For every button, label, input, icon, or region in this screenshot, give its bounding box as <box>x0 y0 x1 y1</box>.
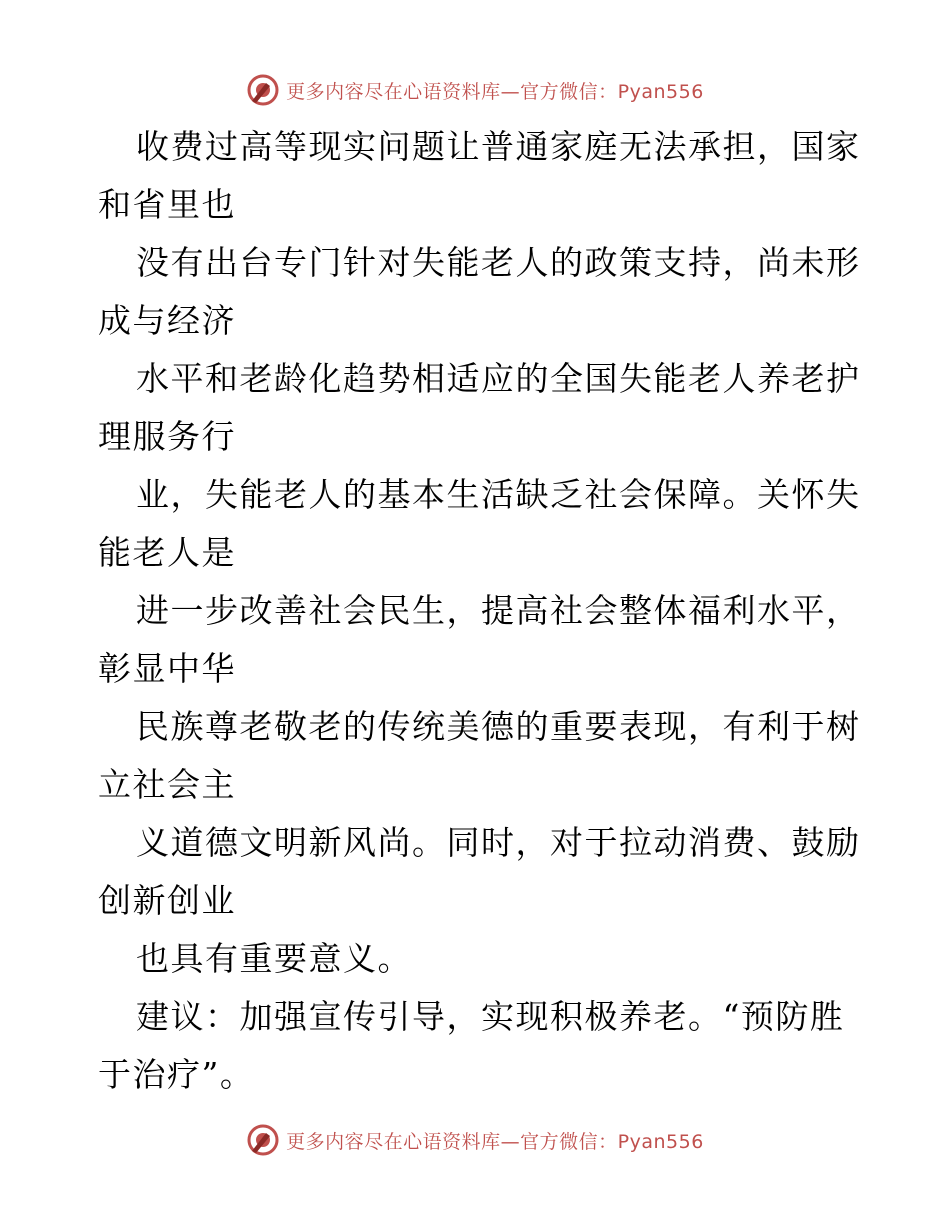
text-line: 业，失能老人的基本生活缺乏社会保障。关怀失 <box>136 475 861 514</box>
text-line: 理服务行 <box>98 417 236 456</box>
logo-icon <box>246 73 280 107</box>
text-line: 成与经济 <box>98 301 236 340</box>
footer-banner <box>0 1120 950 1160</box>
text-line: 建议：加强宣传引导，实现积极养老。“预防胜 <box>136 997 845 1036</box>
text-line: 义道德文明新风尚。同时，对于拉动消费、鼓励 <box>136 823 861 862</box>
header-banner-text: 更多内容尽在心语资料库—官方微信：Pyan556 <box>286 80 704 103</box>
text-line: 民族尊老敬老的传统美德的重要表现，有利于树 <box>136 707 861 746</box>
text-line: 进一步改善社会民生，提高社会整体福利水平， <box>136 591 861 630</box>
text-line: 没有出台专门针对失能老人的政策支持，尚未形 <box>136 243 861 282</box>
text-line: 和省里也 <box>98 185 236 224</box>
document-body <box>98 118 861 1104</box>
text-line: 彰显中华 <box>98 649 236 688</box>
text-line: 收费过高等现实问题让普通家庭无法承担，国家 <box>136 127 861 166</box>
text-line: 能老人是 <box>98 533 236 572</box>
text-line: 立社会主 <box>98 765 236 804</box>
header-banner <box>0 70 950 110</box>
footer-banner-text: 更多内容尽在心语资料库—官方微信：Pyan556 <box>286 1130 704 1153</box>
text-line: 于治疗”。 <box>98 1055 255 1094</box>
text-line: 创新创业 <box>98 881 236 920</box>
text-line: 也具有重要意义。 <box>136 939 412 978</box>
text-line: 水平和老龄化趋势相适应的全国失能老人养老护 <box>136 359 861 398</box>
logo-icon <box>246 1123 280 1157</box>
